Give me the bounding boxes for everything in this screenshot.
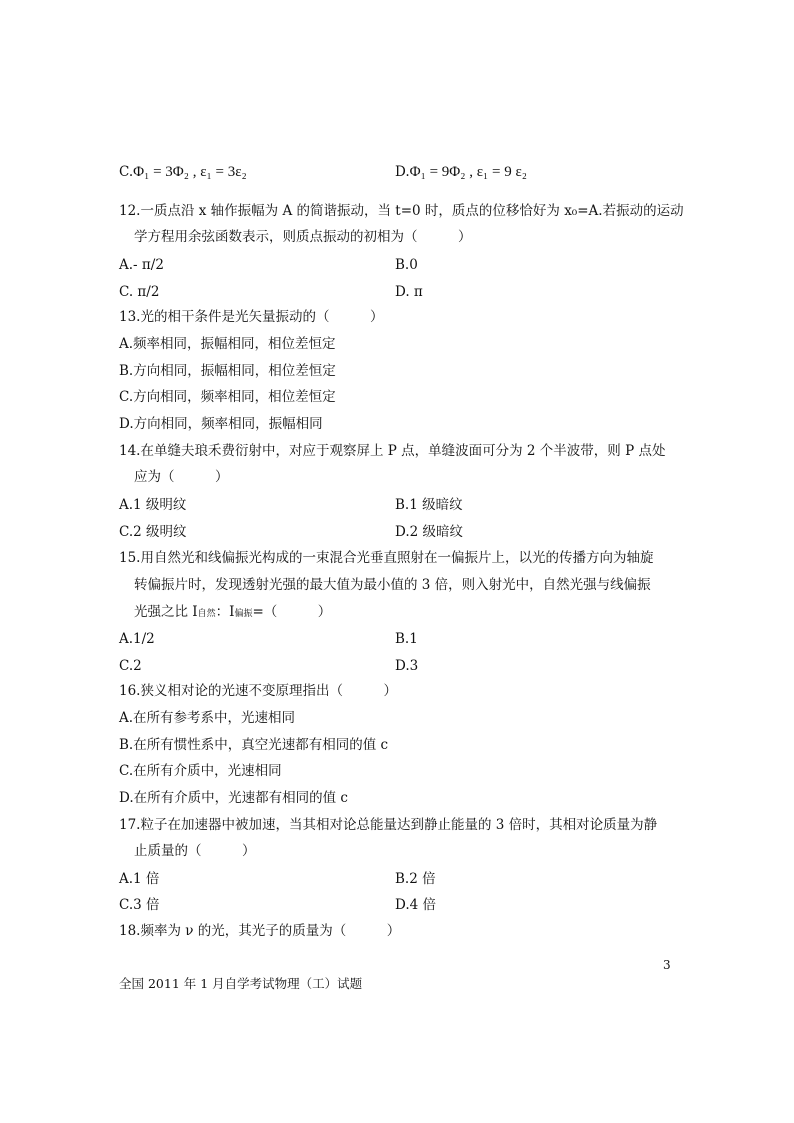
ratio-subscript-natural: 自然 xyxy=(197,609,216,619)
q17-stem-line1: 17.粒子在加速器中被加速，当其相对论总能量达到静止能量的 3 倍时，其相对论质量为静 xyxy=(119,817,658,833)
footer-title: 全国 2011 年 1 月自学考试物理（工）试题 xyxy=(119,976,363,991)
ratio-text-c: =（ ） xyxy=(252,604,332,620)
q14-option-b: B.1 级暗纹 xyxy=(395,497,463,513)
q12-option-d: D. π xyxy=(395,284,423,300)
q13-stem: 13.光的相干条件是光矢量振动的（ ） xyxy=(119,309,384,325)
q16-option-c: C.在所有介质中，光速相同 xyxy=(119,763,282,779)
q15-option-d: D.3 xyxy=(395,658,419,674)
q12-option-c: C. π/2 xyxy=(119,284,160,300)
q17-option-b: B.2 倍 xyxy=(395,871,436,887)
q12-option-b: B.0 xyxy=(395,257,418,273)
ratio-text-b: ：I xyxy=(215,604,235,620)
q12-stem-line2: 学方程用余弦函数表示，则质点振动的初相为（ ） xyxy=(134,229,472,245)
formula: Φ₁ = 3Φ₂ , ε₁ = 3ε₂ xyxy=(133,164,247,180)
q16-option-a: A.在所有参考系中，光速相同 xyxy=(119,710,296,726)
q15-stem-line1: 15.用自然光和线偏振光构成的一束混合光垂直照射在一偏振片上，以光的传播方向为轴旋 xyxy=(119,550,654,566)
q13-option-a: A.频率相同，振幅相同，相位差恒定 xyxy=(119,336,336,352)
ratio-text-a: 光强之比 I xyxy=(134,604,198,620)
q17-option-d: D.4 倍 xyxy=(395,897,437,913)
q16-option-d: D.在所有介质中，光速都有相同的值 c xyxy=(119,790,348,806)
q15-option-a: A.1/2 xyxy=(119,631,155,647)
ratio-subscript-polarized: 偏振 xyxy=(234,609,253,619)
q12-option-a: A.- π/2 xyxy=(119,257,164,273)
q14-stem-line2: 应为（ ） xyxy=(134,469,229,485)
q13-option-b: B.方向相同，振幅相同，相位差恒定 xyxy=(119,363,336,379)
q17-option-a: A.1 倍 xyxy=(119,871,160,887)
q13-option-c: C.方向相同，频率相同，相位差恒定 xyxy=(119,389,336,405)
q14-stem-line1: 14.在单缝夫琅禾费衍射中，对应于观察屏上 P 点，单缝波面可分为 2 个半波带，则 P 点处 xyxy=(119,443,666,459)
q12-stem-line1: 12.一质点沿 x 轴作振幅为 A 的简谐振动，当 t=0 时，质点的位移恰好为 x₀=A.若振动的运动 xyxy=(119,203,684,219)
q18-stem: 18.频率为 ν 的光，其光子的质量为（ ） xyxy=(119,923,401,939)
q15-option-b: B.1 xyxy=(395,631,418,647)
q13-option-d: D.方向相同，频率相同，振幅相同 xyxy=(119,416,323,432)
q15-stem-line3 xyxy=(134,603,331,623)
q16-stem: 16.狭义相对论的光速不变原理指出（ ） xyxy=(119,683,397,699)
option-label: C. xyxy=(119,164,134,180)
q17-stem-line2: 止质量的（ ） xyxy=(134,843,256,859)
page-number: 3 xyxy=(663,958,671,972)
q16-option-b: B.在所有惯性系中，真空光速都有相同的值 c xyxy=(119,737,389,753)
q14-option-a: A.1 级明纹 xyxy=(119,497,187,513)
q17-option-c: C.3 倍 xyxy=(119,897,160,913)
q14-option-d: D.2 级暗纹 xyxy=(395,524,464,540)
q15-stem-line2: 转偏振片时，发现透射光强的最大值为最小值的 3 倍，则入射光中，自然光强与线偏振 xyxy=(134,577,651,593)
option-label: D. xyxy=(395,164,410,180)
q15-option-c: C.2 xyxy=(119,658,142,674)
q14-option-c: C.2 级明纹 xyxy=(119,524,187,540)
q11-option-c xyxy=(119,163,247,181)
formula: Φ₁ = 9Φ₂ , ε₁ = 9 ε₂ xyxy=(409,164,528,180)
q11-option-d xyxy=(395,163,527,181)
